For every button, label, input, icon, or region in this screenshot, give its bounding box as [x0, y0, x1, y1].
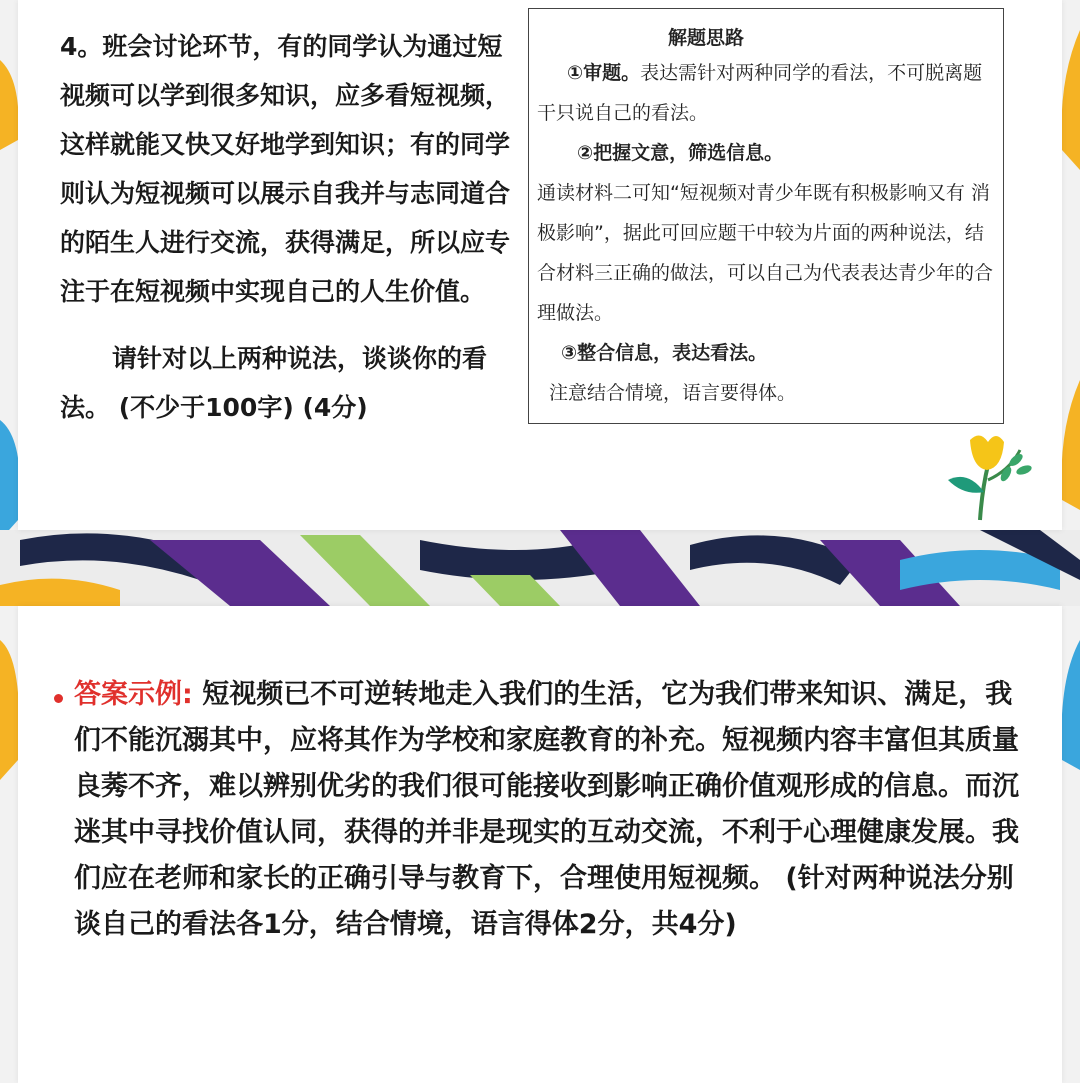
hint-step-3	[537, 333, 995, 373]
tulip-flower-icon	[940, 430, 1040, 525]
hint-step-3-text: 注意结合情境，语言要得体。	[549, 382, 797, 404]
hint-step-2-label: ②把握文意，筛选信息。	[577, 142, 784, 164]
left-yellow-shape	[0, 60, 19, 150]
answer-label: 答案示例:	[74, 679, 193, 710]
right-yellow-shape-2	[1061, 380, 1080, 510]
hint-title: 解题思路	[667, 27, 744, 49]
hint-step-2-text: 通读材料二可知“短视频对青少年既有积极影响又有 消极影响”，据此可回应题干中较为片面的两种说法，结合材料三正确的做法，可以自己为代表表达青少年的合理做法。	[537, 182, 994, 324]
right-yellow-shape	[1061, 30, 1080, 170]
left-yellow-shape-2	[0, 640, 19, 780]
answer-text: 短视频已不可逆转地走入我们的生活，它为我们带来知识、满足，我们不能沉溺其中，应将其作为学校和家庭教育的补充。短视频内容丰富但其质量良莠不齐，难以辨别优劣的我们很可能接收到影响正确价值观形成的信息。而沉迷其中寻找价值认同，获得的并非是现实的互动交流，不利于心理健康发展。我们应在老师和家长的正确引导与教育下，合理使用短视频。 (针对两种说法分别谈自己的看法各1分，结合情境，语言得体2分，共4分)	[74, 679, 1019, 940]
answer-block	[74, 672, 1034, 948]
solution-hint-box	[528, 8, 1004, 424]
hint-step-3-label: ③整合信息，表达看法。	[561, 342, 768, 364]
right-blue-shape	[1061, 640, 1080, 770]
hint-step-1	[537, 53, 995, 133]
answer-bullet-icon	[54, 694, 63, 703]
question-text: 4。班会讨论环节，有的同学认为通过短视频可以学到很多知识，应多看短视频，这样就能又快又好地学到知识；有的同学则认为短视频可以展示自我并与志同道合的陌生人进行交流，获得满足，所以应专注于在短视频中实现自己的人生价值。	[60, 32, 511, 306]
hint-step-1-label: ①审题。	[567, 62, 641, 84]
left-blue-shape	[0, 420, 20, 540]
question-instruction: 请针对以上两种说法，谈谈你的看法。 (不少于100字) (4分)	[60, 344, 488, 422]
hint-step-1-text: 表达需针对两种同学的看法，不可脱离题干只说自己的看法。	[537, 62, 983, 124]
question-block	[60, 22, 510, 432]
hint-step-2	[537, 133, 995, 173]
